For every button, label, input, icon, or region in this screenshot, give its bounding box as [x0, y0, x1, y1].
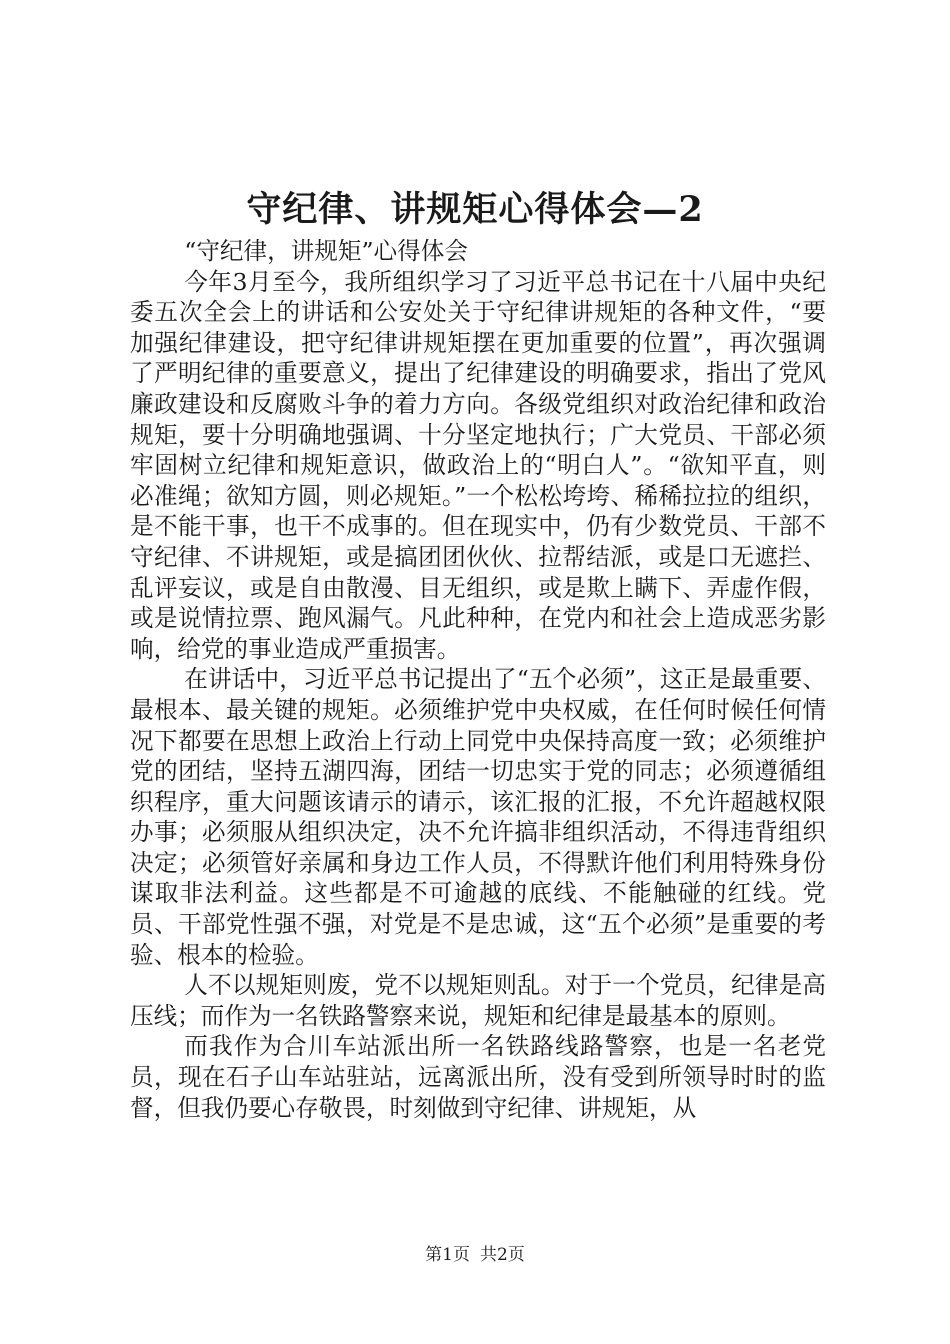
document-body [130, 236, 826, 1123]
paragraph: 在讲话中，习近平总书记提出了“五个必须”，这正是最重要、最根本、最关键的规矩。必须维护党中央权威，在任何时候任何情况下都要在思想上政治上行动上同党中央保持高度一致；必须维护党的团结，坚持五湖四海，团结一切忠实于党的同志；必须遵循组织程序，重大问题该请示的请示，该汇报的汇报，不允许超越权限办事；必须服从组织决定，决不允许搞非组织活动，不得违背组织决定；必须管好亲属和身边工作人员，不得默许他们利用特殊身份谋取非法利益。这些都是不可逾越的底线、不能触碰的红线。党员、干部党性强不强，对党是不是忠诚，这“五个必须”是重要的考验、根本的检验。 [130, 665, 826, 969]
paragraph: 而我作为合川车站派出所一名铁路线路警察，也是一名老党员，现在石子山车站驻站，远离派出所，没有受到所领导时时的监督，但我仍要心存敬畏，时刻做到守纪律、讲规矩，从 [130, 1032, 826, 1122]
paragraph: 人不以规矩则废，党不以规矩则乱。对于一个党员，纪律是高压线；而作为一名铁路警察来说，规矩和纪律是最基本的原则。 [130, 971, 826, 1030]
paragraph-subtitle: “守纪律，讲规矩”心得体会 [184, 237, 468, 265]
paragraph: 今年3月至今，我所组织学习了习近平总书记在十八届中央纪委五次全会上的讲话和公安处关于守纪律讲规矩的各种文件，“要加强纪律建设，把守纪律讲规矩摆在更加重要的位置”，再次强调了严明纪律的重要意义，提出了纪律建设的明确要求，指出了党风廉政建设和反腐败斗争的着力方向。各级党组织对政治纪律和政治规矩，要十分明确地强调、十分坚定地执行；广大党员、干部必须牢固树立纪律和规矩意识，做政治上的“明白人”。“欲知平直，则必准绳；欲知方圆，则必规矩。”一个松松垮垮、稀稀拉拉的组织，是不能干事，也干不成事的。但在现实中，仍有少数党员、干部不守纪律、不讲规矩，或是搞团团伙伙、拉帮结派，或是口无遮拦、乱评妄议，或是自由散漫、目无组织，或是欺上瞒下、弄虚作假，或是说情拉票、跑风漏气。凡此种种，在党内和社会上造成恶劣影响，给党的事业造成严重损害。 [130, 267, 826, 663]
page-footer [0, 1244, 950, 1266]
document-title: 守纪律、讲规矩心得体会—2 [246, 189, 704, 230]
page-number: 第1页 [425, 1245, 470, 1265]
page-total: 共2页 [480, 1245, 525, 1265]
